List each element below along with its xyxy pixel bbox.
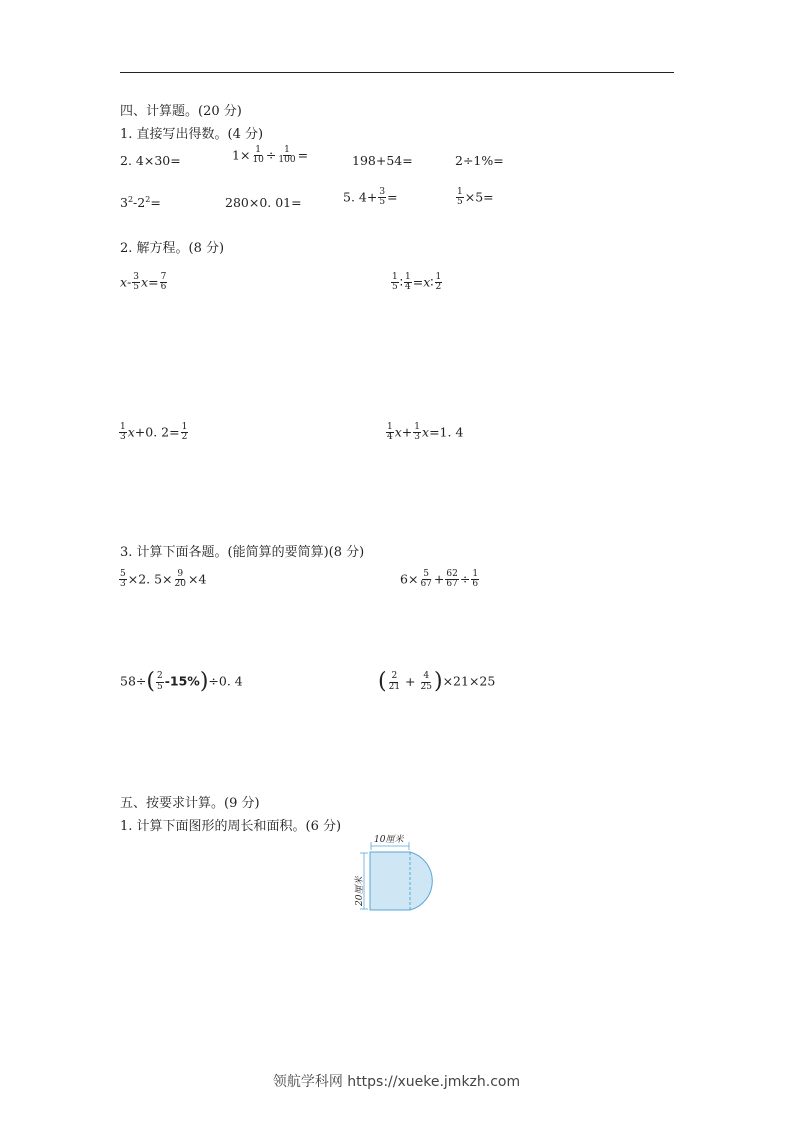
q1-row2-d: $\frac{1}{5}$ ×5= (457, 187, 494, 208)
q1-row2-b: 280×0. 01= (225, 195, 302, 210)
q1-row2-c: 5. 4+ $\frac{3}{5}$ = (343, 187, 398, 208)
q3-e1: $\frac{5}{3}$ ×2. 5× $\frac{9}{20}$ ×4 (120, 569, 207, 590)
header-rule (120, 72, 674, 73)
q3-e2: 6× $\frac{5}{67}$ + $\frac{62}{67}$ ÷ $\frac{1}{6}$ (400, 569, 479, 590)
q3-e3: 58÷( $\frac{2}{5}$ -15%)÷0. 4 (120, 669, 243, 694)
q2-title: 2. 解方程。(8 分) (120, 241, 225, 256)
q3-title: 3. 计算下面各题。(能简算的要简算)(8 分) (120, 545, 365, 560)
q2-eq1: x- $\frac{3}{5}$ x= $\frac{7}{6}$ (120, 272, 167, 293)
q1-row1-c: 198+54= (352, 153, 413, 168)
q1-row2-a: $3^2-2^2=$ (120, 195, 161, 211)
footer-text: 领航学科网 https://xueke.jmkzh.com (272, 1074, 521, 1090)
q1-row1-b: 1× $\frac{1}{10}$ ÷ $\frac{1}{100}$ = (232, 145, 309, 166)
q1-row1-d: 2÷1%= (455, 153, 504, 168)
top-label: 10厘米 (374, 835, 404, 845)
q1-row1-a: 2. 4×30= (120, 153, 181, 168)
half-circle-figure (350, 830, 450, 915)
s5-q1-title: 1. 计算下面图形的周长和面积。(6 分) (120, 819, 342, 834)
figure-shape (370, 852, 432, 910)
q3-e4: ( $\frac{2}{21}$ + $\frac{4}{25}$ )×21×25 (378, 669, 496, 694)
q2-eq2: $\frac{1}{5}$ ∶ $\frac{1}{4}$ =x∶ $\frac{1}{2}$ (392, 272, 442, 293)
q1-title: 1. 直接写出得数。(4 分) (120, 127, 264, 142)
section4-title: 四、计算题。(20 分) (120, 104, 242, 119)
q2-eq3: $\frac{1}{3}$ x+0. 2= $\frac{1}{2}$ (120, 422, 188, 443)
side-label: 20厘米 (355, 876, 365, 906)
q2-eq4: $\frac{1}{4}$ x+ $\frac{1}{3}$ x=1. 4 (387, 422, 464, 443)
section5-title: 五、按要求计算。(9 分) (120, 796, 260, 811)
